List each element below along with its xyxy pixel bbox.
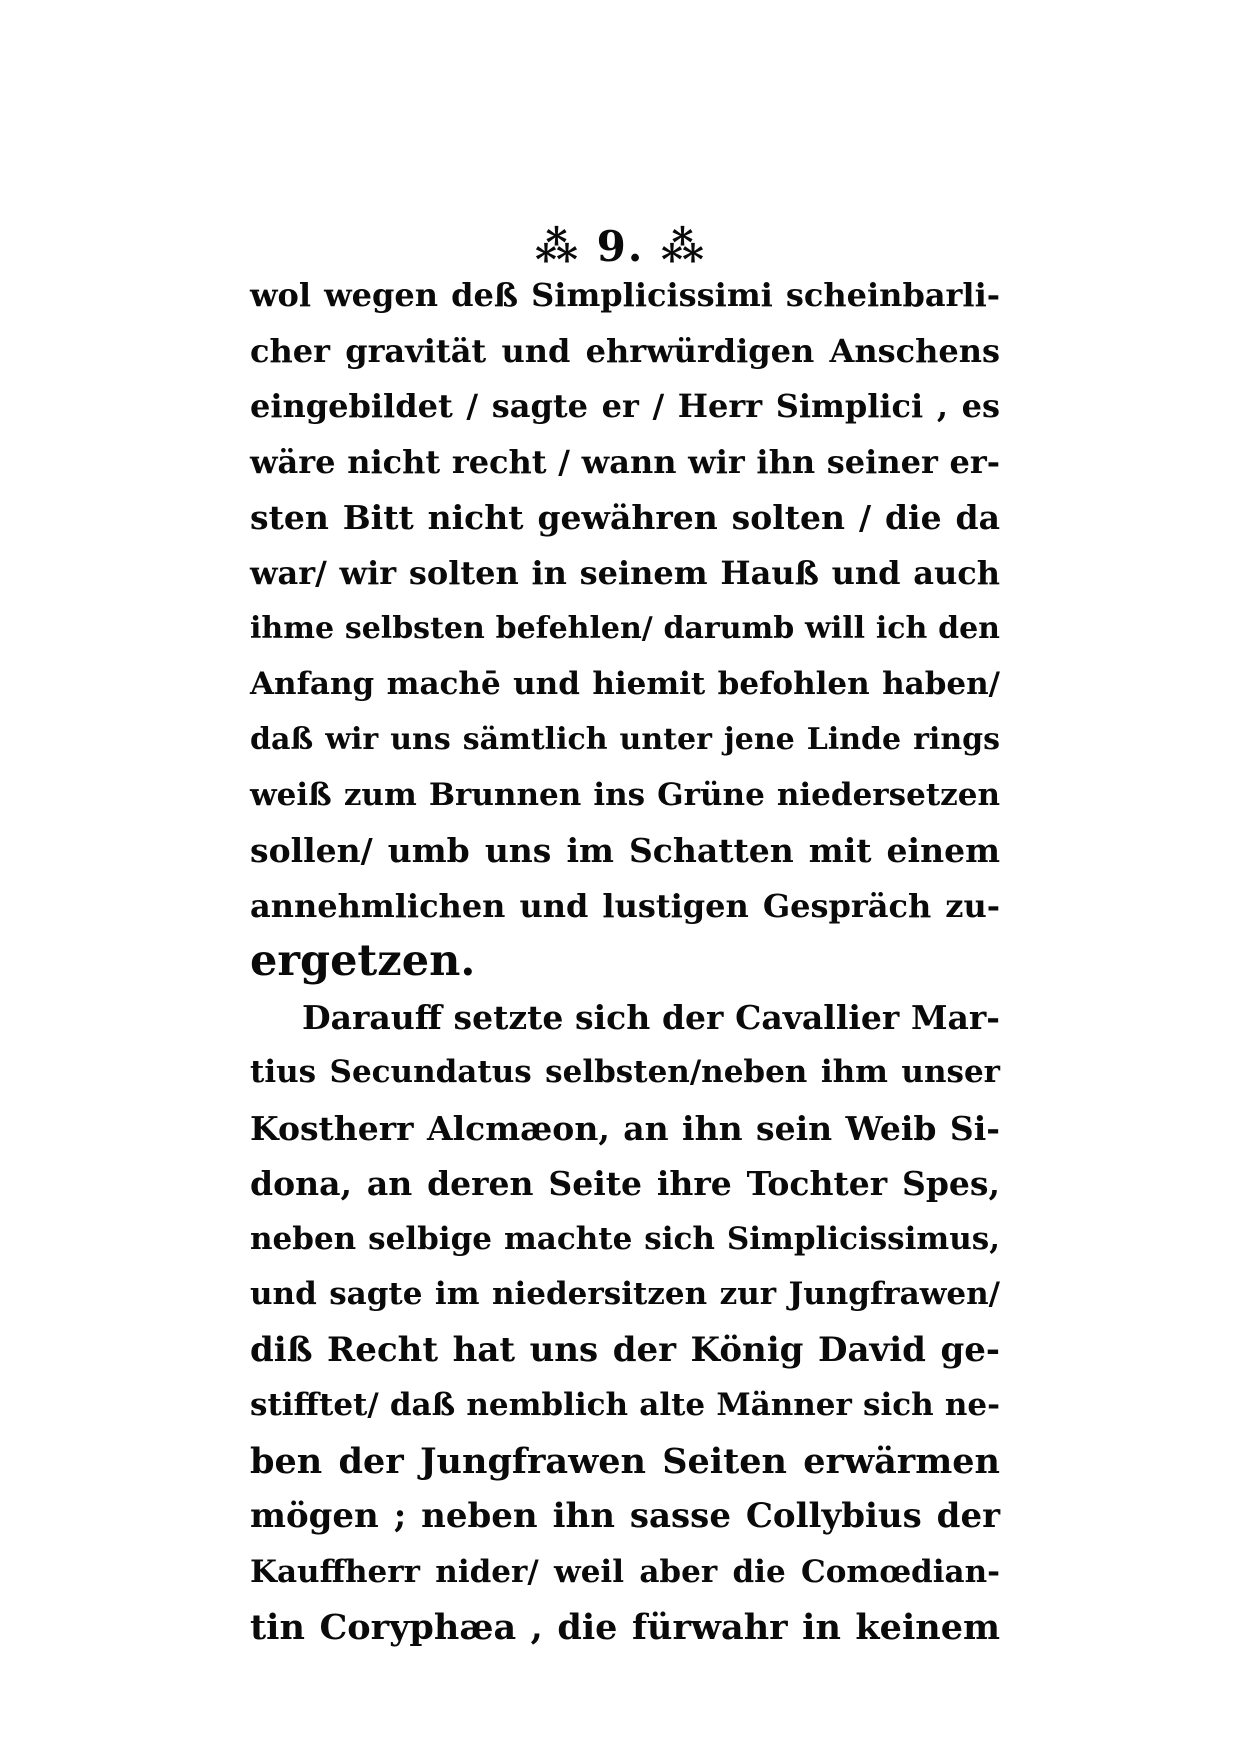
paragraph-start-line: Darauff setzte sich der Cavallier Mar- <box>302 997 1000 1037</box>
text-line: cher gravität und ehrwürdigen Anschens <box>250 331 1000 370</box>
text-line: sten Bitt nicht gewähren solten / die da <box>250 498 1000 537</box>
text-line: war/ wir solten in seinem Hauß und auch <box>250 553 1000 592</box>
text-line: Kauffherr nider/ weil aber die Comœdian- <box>250 1553 1000 1590</box>
text-line: ergetzen. <box>250 936 476 986</box>
text-line: wäre nicht recht / wann wir ihn seiner er- <box>250 442 1000 481</box>
page-number-header: ⁂ 9. ⁂ <box>534 222 707 271</box>
text-line: Anfang machē und hiemit befohlen haben/ <box>250 665 1000 702</box>
text-line: ben der Jungfrawen Seiten erwärmen <box>250 1440 1000 1482</box>
text-line: eingebildet / sagte er / Herr Simplici , es <box>250 387 1000 425</box>
text-line: daß wir uns sämtlich unter jene Linde rings <box>250 722 1000 757</box>
text-line: wol wegen deß Simplicissimi scheinbarli- <box>250 276 1000 314</box>
text-line: ihme selbsten befehlen/ darumb will ich den <box>250 611 1000 646</box>
text-line: tin Coryphæa , die fürwahr in keinem <box>250 1607 1000 1648</box>
text-line: neben selbige machte sich Simplicissimus, <box>250 1220 1000 1257</box>
body-text <box>250 268 1000 1656</box>
text-line: diß Recht hat uns der König David ge- <box>250 1329 1000 1370</box>
text-line: annehmlichen und lustigen Gespräch zu- <box>250 886 1000 925</box>
text-line: dona, an deren Seite ihre Tochter Spes, <box>250 1164 1000 1203</box>
text-line: weiß zum Brunnen ins Grüne niedersetzen <box>250 776 1000 813</box>
text-line: Kostherr Alcmæon, an ihn sein Weib Si- <box>250 1108 1000 1148</box>
text-line: stifftet/ daß nemblich alte Männer sich ne- <box>250 1387 1000 1423</box>
text-line: tius Secundatus selbsten/neben ihm unser <box>250 1054 1000 1090</box>
text-line: und sagte im niedersitzen zur Jungfrawen/ <box>250 1276 1000 1312</box>
text-line: mögen ; neben ihn sasse Collybius der <box>250 1496 1000 1536</box>
text-line: sollen/ umb uns im Schatten mit einem <box>250 831 1000 870</box>
